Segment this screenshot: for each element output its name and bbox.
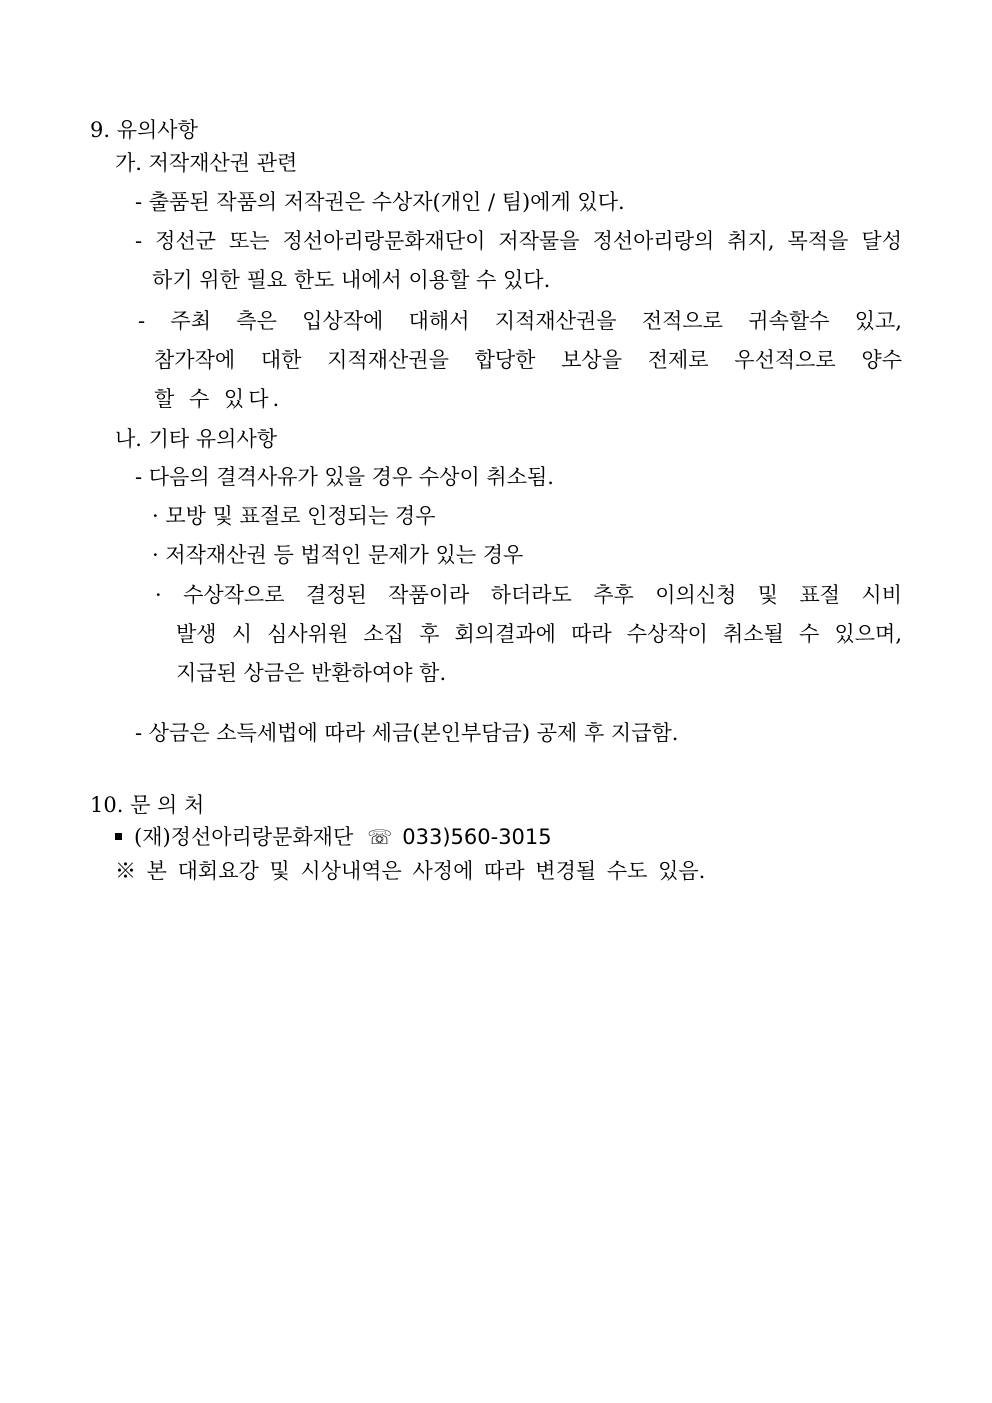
contact-line: [115, 822, 552, 852]
section-10-heading: 10. 문 의 처: [90, 793, 205, 817]
contact-phone: 033)560-3015: [402, 825, 552, 849]
copyright-item-3-line-1: - 주최 측은 입상작에 대해서 지적재산권을 전적으로 귀속할수 있고,: [138, 309, 902, 333]
copyright-item-2-line-1: - 정선군 또는 정선아리랑문화재단이 저작물을 정선아리랑의 취지, 목적을 달성: [135, 229, 902, 253]
disqualification-2: · 저작재산권 등 법적인 문제가 있는 경우: [152, 543, 524, 567]
disqualification-3-line-1: · 수상작으로 결정된 작품이라 하더라도 추후 이의신청 및 표절 시비: [155, 583, 902, 607]
copyright-item-3-line-2: 참가작에 대한 지적재산권을 합당한 보상을 전제로 우선적으로 양수: [154, 348, 902, 372]
phone-icon: ☏: [367, 825, 393, 849]
other-item-2: - 상금은 소득세법에 따라 세금(본인부담금) 공제 후 지급함.: [135, 721, 679, 745]
subsection-b-title: 나. 기타 유의사항: [115, 427, 278, 451]
disqualification-3-line-2: 발생 시 심사위원 소집 후 회의결과에 따라 수상작이 취소될 수 있으며,: [176, 622, 902, 646]
disqualification-3-line-3: 지급된 상금은 반환하여야 함.: [176, 661, 447, 685]
copyright-item-3-line-3: 할 수 있다.: [154, 387, 284, 411]
notice-text: ※ 본 대회요강 및 시상내역은 사정에 따라 변경될 수도 있음.: [115, 859, 706, 883]
other-item-1: - 다음의 결격사유가 있을 경우 수상이 취소됨.: [135, 465, 554, 489]
disqualification-1: · 모방 및 표절로 인정되는 경우: [152, 504, 436, 528]
contact-organization: (재)정선아리랑문화재단: [134, 825, 354, 849]
section-9-heading: 9. 유의사항: [90, 118, 198, 142]
copyright-item-1: - 출품된 작품의 저작권은 수상자(개인 / 팀)에게 있다.: [135, 190, 625, 214]
square-bullet-icon: [115, 833, 122, 840]
subsection-a-title: 가. 저작재산권 관련: [115, 151, 298, 175]
copyright-item-2-line-2: 하기 위한 필요 한도 내에서 이용할 수 있다.: [152, 268, 551, 292]
